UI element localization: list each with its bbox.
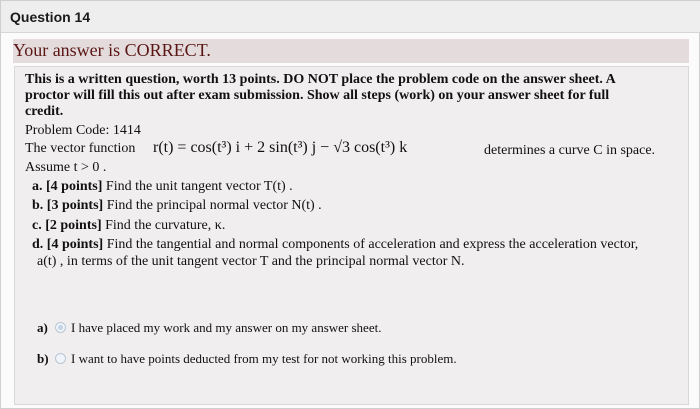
part-b-text: Find the principal normal vector N(t) . — [106, 198, 322, 213]
instructions-line-2: proctor will fill this out after exam submission. Show all steps (work) on your answer sheet for full — [25, 88, 610, 103]
instructions-line-1: This is a written question, worth 13 points. DO NOT place the problem code on the answer sheet. A — [25, 72, 616, 87]
part-c — [32, 218, 225, 234]
vector-function-expression: r(t) = cos(t³) i + 2 sin(t³) j − √3 cos(t³) k — [153, 139, 408, 156]
answer-status-banner — [13, 39, 689, 63]
question-body — [14, 66, 689, 405]
assumption-text: Assume t > 0 . — [25, 160, 107, 175]
option-a-radio[interactable] — [55, 322, 66, 333]
option-a[interactable] — [37, 320, 48, 336]
option-a-text[interactable]: I have placed my work and my answer on my answer sheet. — [71, 320, 382, 335]
vector-function-tail: determines a curve C in space. — [484, 143, 656, 158]
option-b[interactable] — [37, 351, 49, 367]
part-b — [32, 198, 322, 214]
question-header — [1, 1, 700, 33]
part-d — [32, 237, 638, 253]
part-c-text: Find the curvature, κ. — [105, 218, 226, 233]
part-d-label: d. [4 points] — [32, 237, 104, 252]
part-d-text: Find the tangential and normal components of acceleration and express the acceleration vector, — [106, 237, 639, 252]
part-a-label: a. [4 points] — [32, 179, 103, 194]
answer-status-text: Your answer is CORRECT. — [13, 40, 211, 60]
part-a — [32, 179, 293, 195]
question-title: Question 14 — [10, 9, 91, 25]
option-b-radio[interactable] — [55, 353, 66, 364]
part-b-label: b. [3 points] — [32, 198, 104, 213]
part-a-text: Find the unit tangent vector T(t) . — [105, 179, 293, 194]
instructions-line-3: credit. — [25, 104, 64, 119]
option-b-text[interactable]: I want to have points deducted from my test for not working this problem. — [71, 351, 457, 366]
problem-code: Problem Code: 1414 — [25, 123, 141, 138]
option-b-label: b) — [37, 351, 49, 366]
part-d-continued: a(t) , in terms of the unit tangent vector T and the principal normal vector N. — [37, 254, 465, 269]
vector-function-lead: The vector function — [25, 141, 136, 156]
option-a-label: a) — [37, 320, 48, 335]
part-c-label: c. [2 points] — [32, 218, 102, 233]
